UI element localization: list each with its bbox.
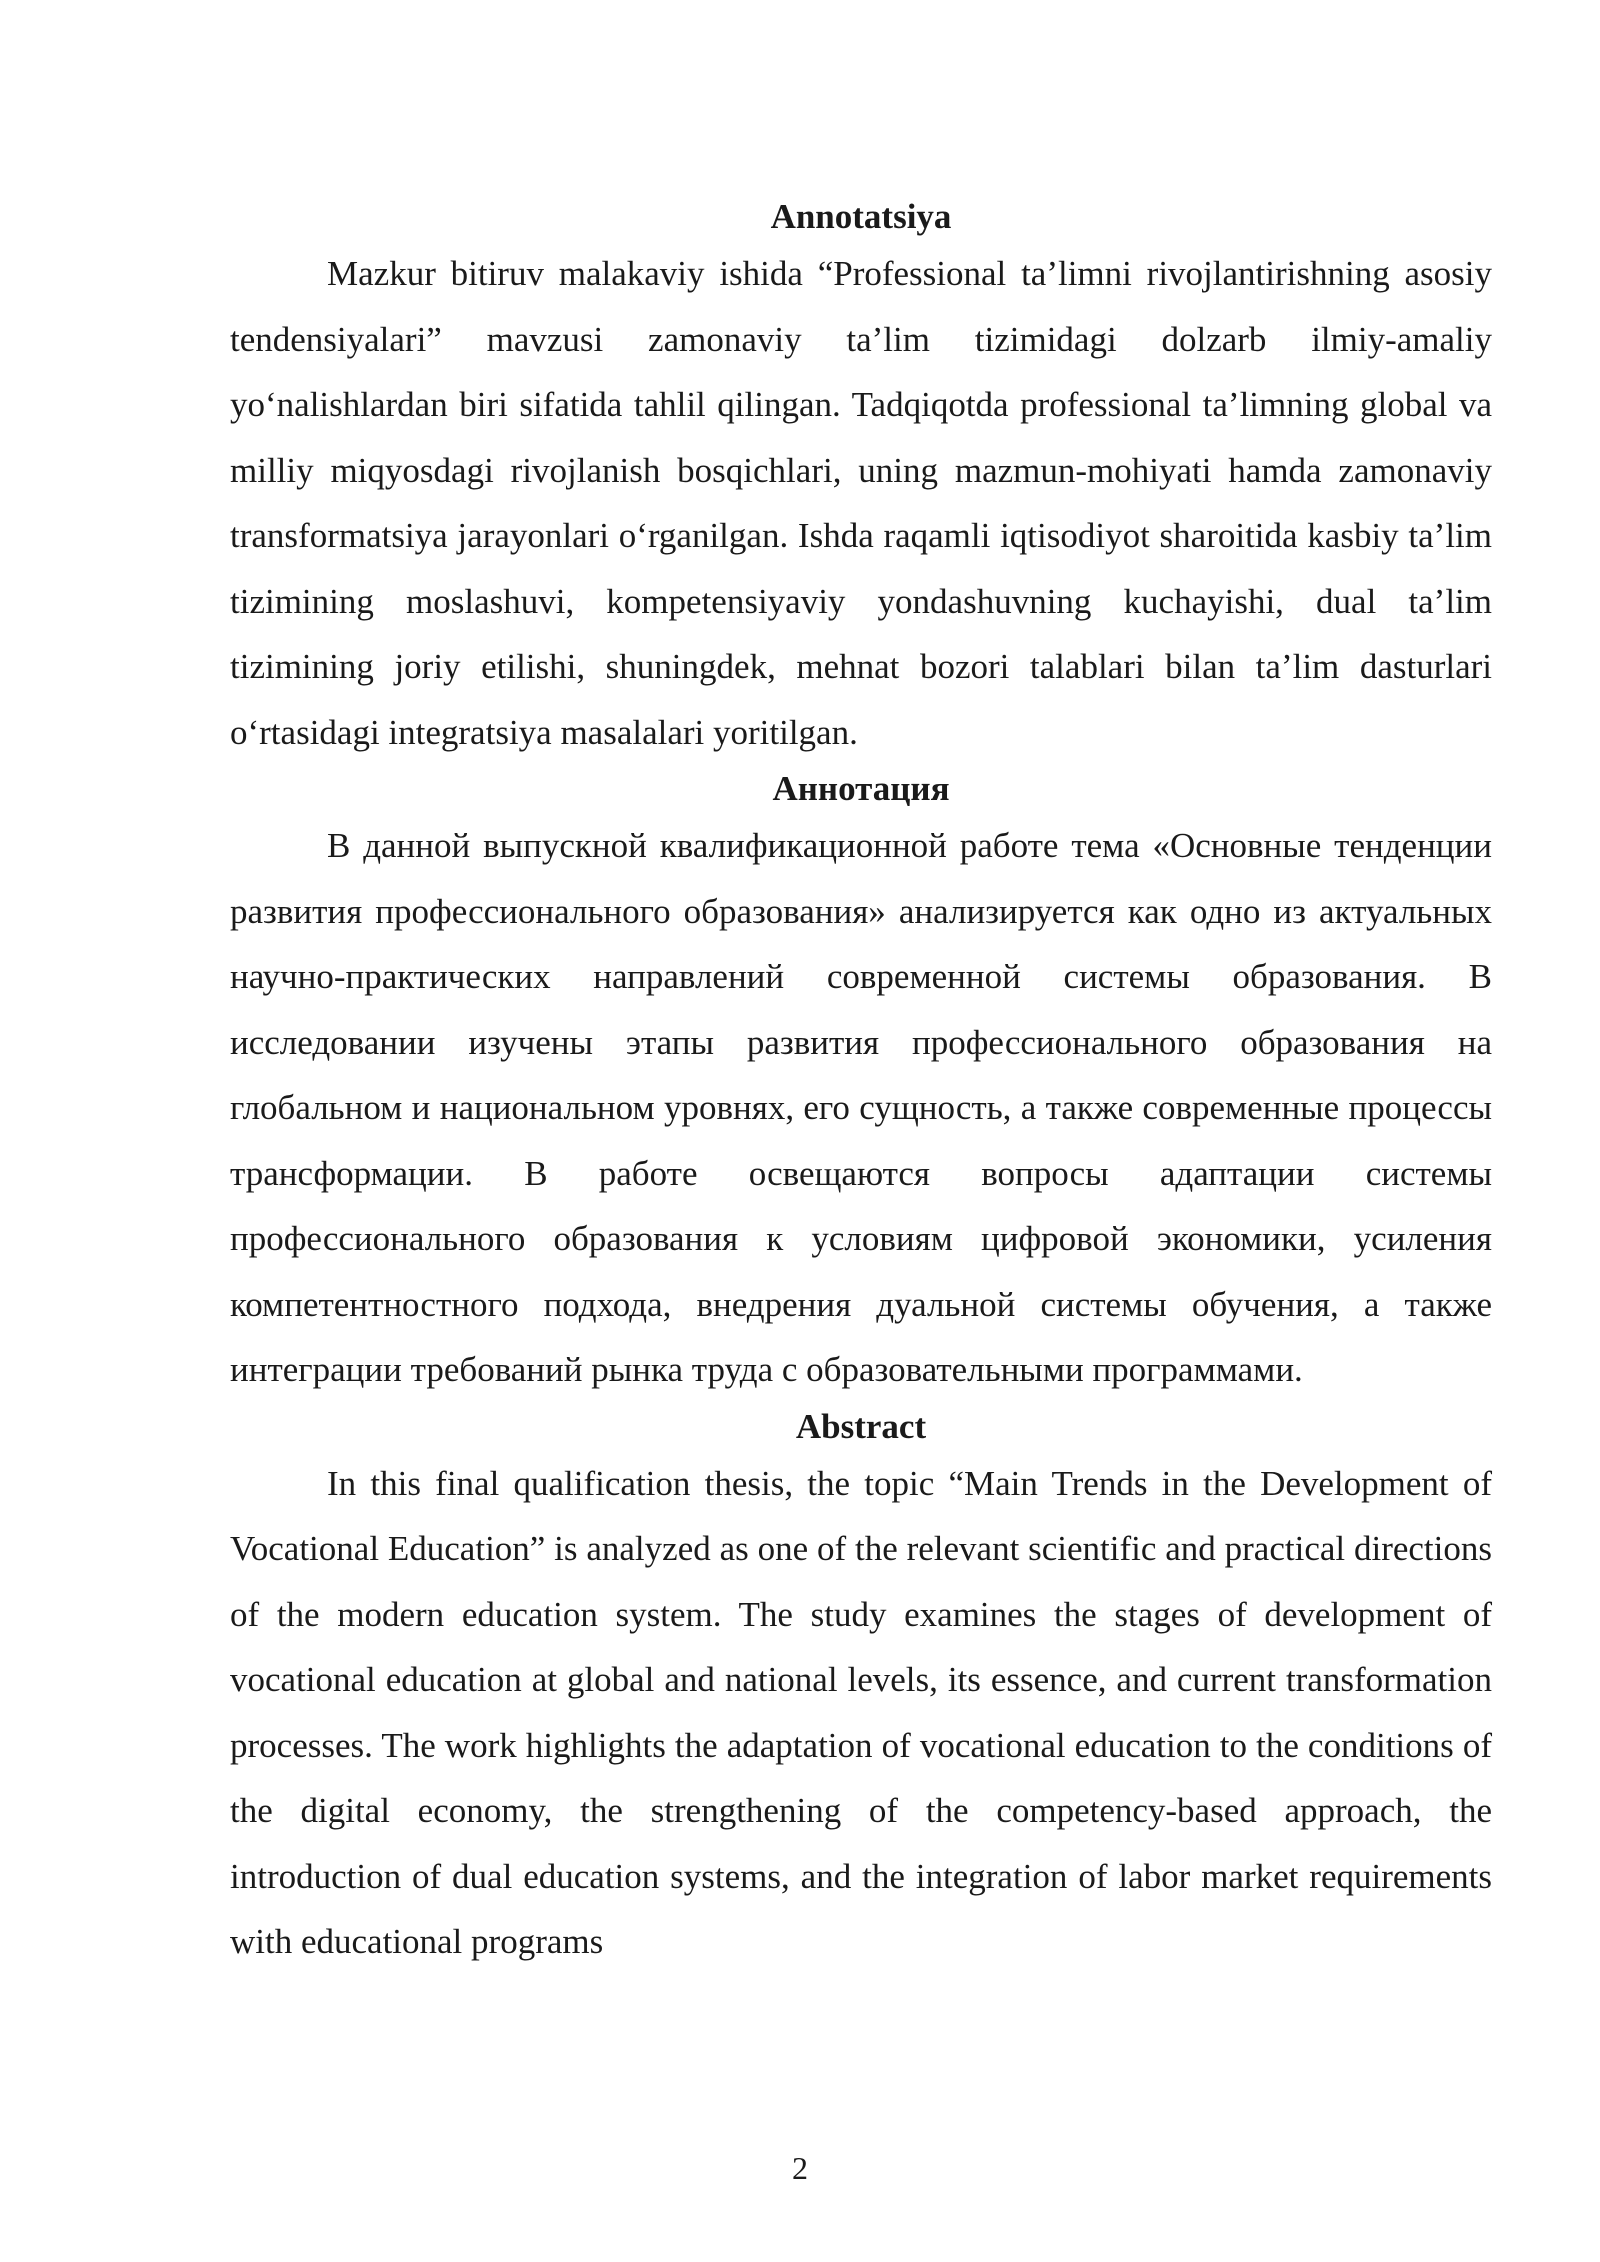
heading-abstract: Abstract xyxy=(795,1406,927,1446)
page-number: 2 xyxy=(792,2150,808,2186)
paragraph-abstract: In this final qualification thesis, the topic “Main Trends in the Development of Vocational Education” is analyzed as one of the relevant scientific and practical directions of the modern education system. The study examines the stages of development of vocational education at global and national levels, its essence, and current transformation processes. The work highlights the adaptation of vocational education to the conditions of the digital economy, the strengthening of the competency-based approach, the introduction of dual education systems, and the integration of labor market requirements with educational programs xyxy=(230,1463,1492,1961)
page-content xyxy=(230,193,1492,1975)
heading-annotatsiya: Annotatsiya xyxy=(770,197,952,236)
heading-annotatsiya-ru: Аннотация xyxy=(772,769,950,808)
paragraph-annotatsiya-ru: В данной выпускной квалификационной работе тема «Основные тенденции развития профессионального образования» анализируется как одно из актуальных научно-практических направлений современной системы образования. В исследовании изучены этапы развития профессионального образования на глобальном и национальном уровнях, его сущность, а также современные процессы трансформации. В работе освещаются вопросы адаптации системы профессионального образования к условиям цифровой экономики, усиления компетентностного подхода, внедрения дуальной системы обучения, а также интеграции требований рынка труда с образовательными программами. xyxy=(230,826,1492,1389)
paragraph-annotatsiya: Mazkur bitiruv malakaviy ishida “Professional ta’limni rivojlantirishning asosiy tendensiyalari” mavzusi zamonaviy ta’lim tizimidagi dolzarb ilmiy-amaliy yo‘nalishlardan biri sifatida tahlil qilingan. Tadqiqotda professional ta’limning global va milliy miqyosdagi rivojlanish bosqichlari, uning mazmun-mohiyati hamda zamonaviy transformatsiya jarayonlari o‘rganilgan. Ishda raqamli iqtisodiyot sharoitida kasbiy ta’lim tizimining moslashuvi, kompetensiyaviy yondashuvning kuchayishi, dual ta’lim tizimining joriy etilishi, shuningdek, mehnat bozori talablari bilan ta’lim dasturlari o‘rtasidagi integratsiya masalalari yoritilgan. xyxy=(230,254,1492,752)
